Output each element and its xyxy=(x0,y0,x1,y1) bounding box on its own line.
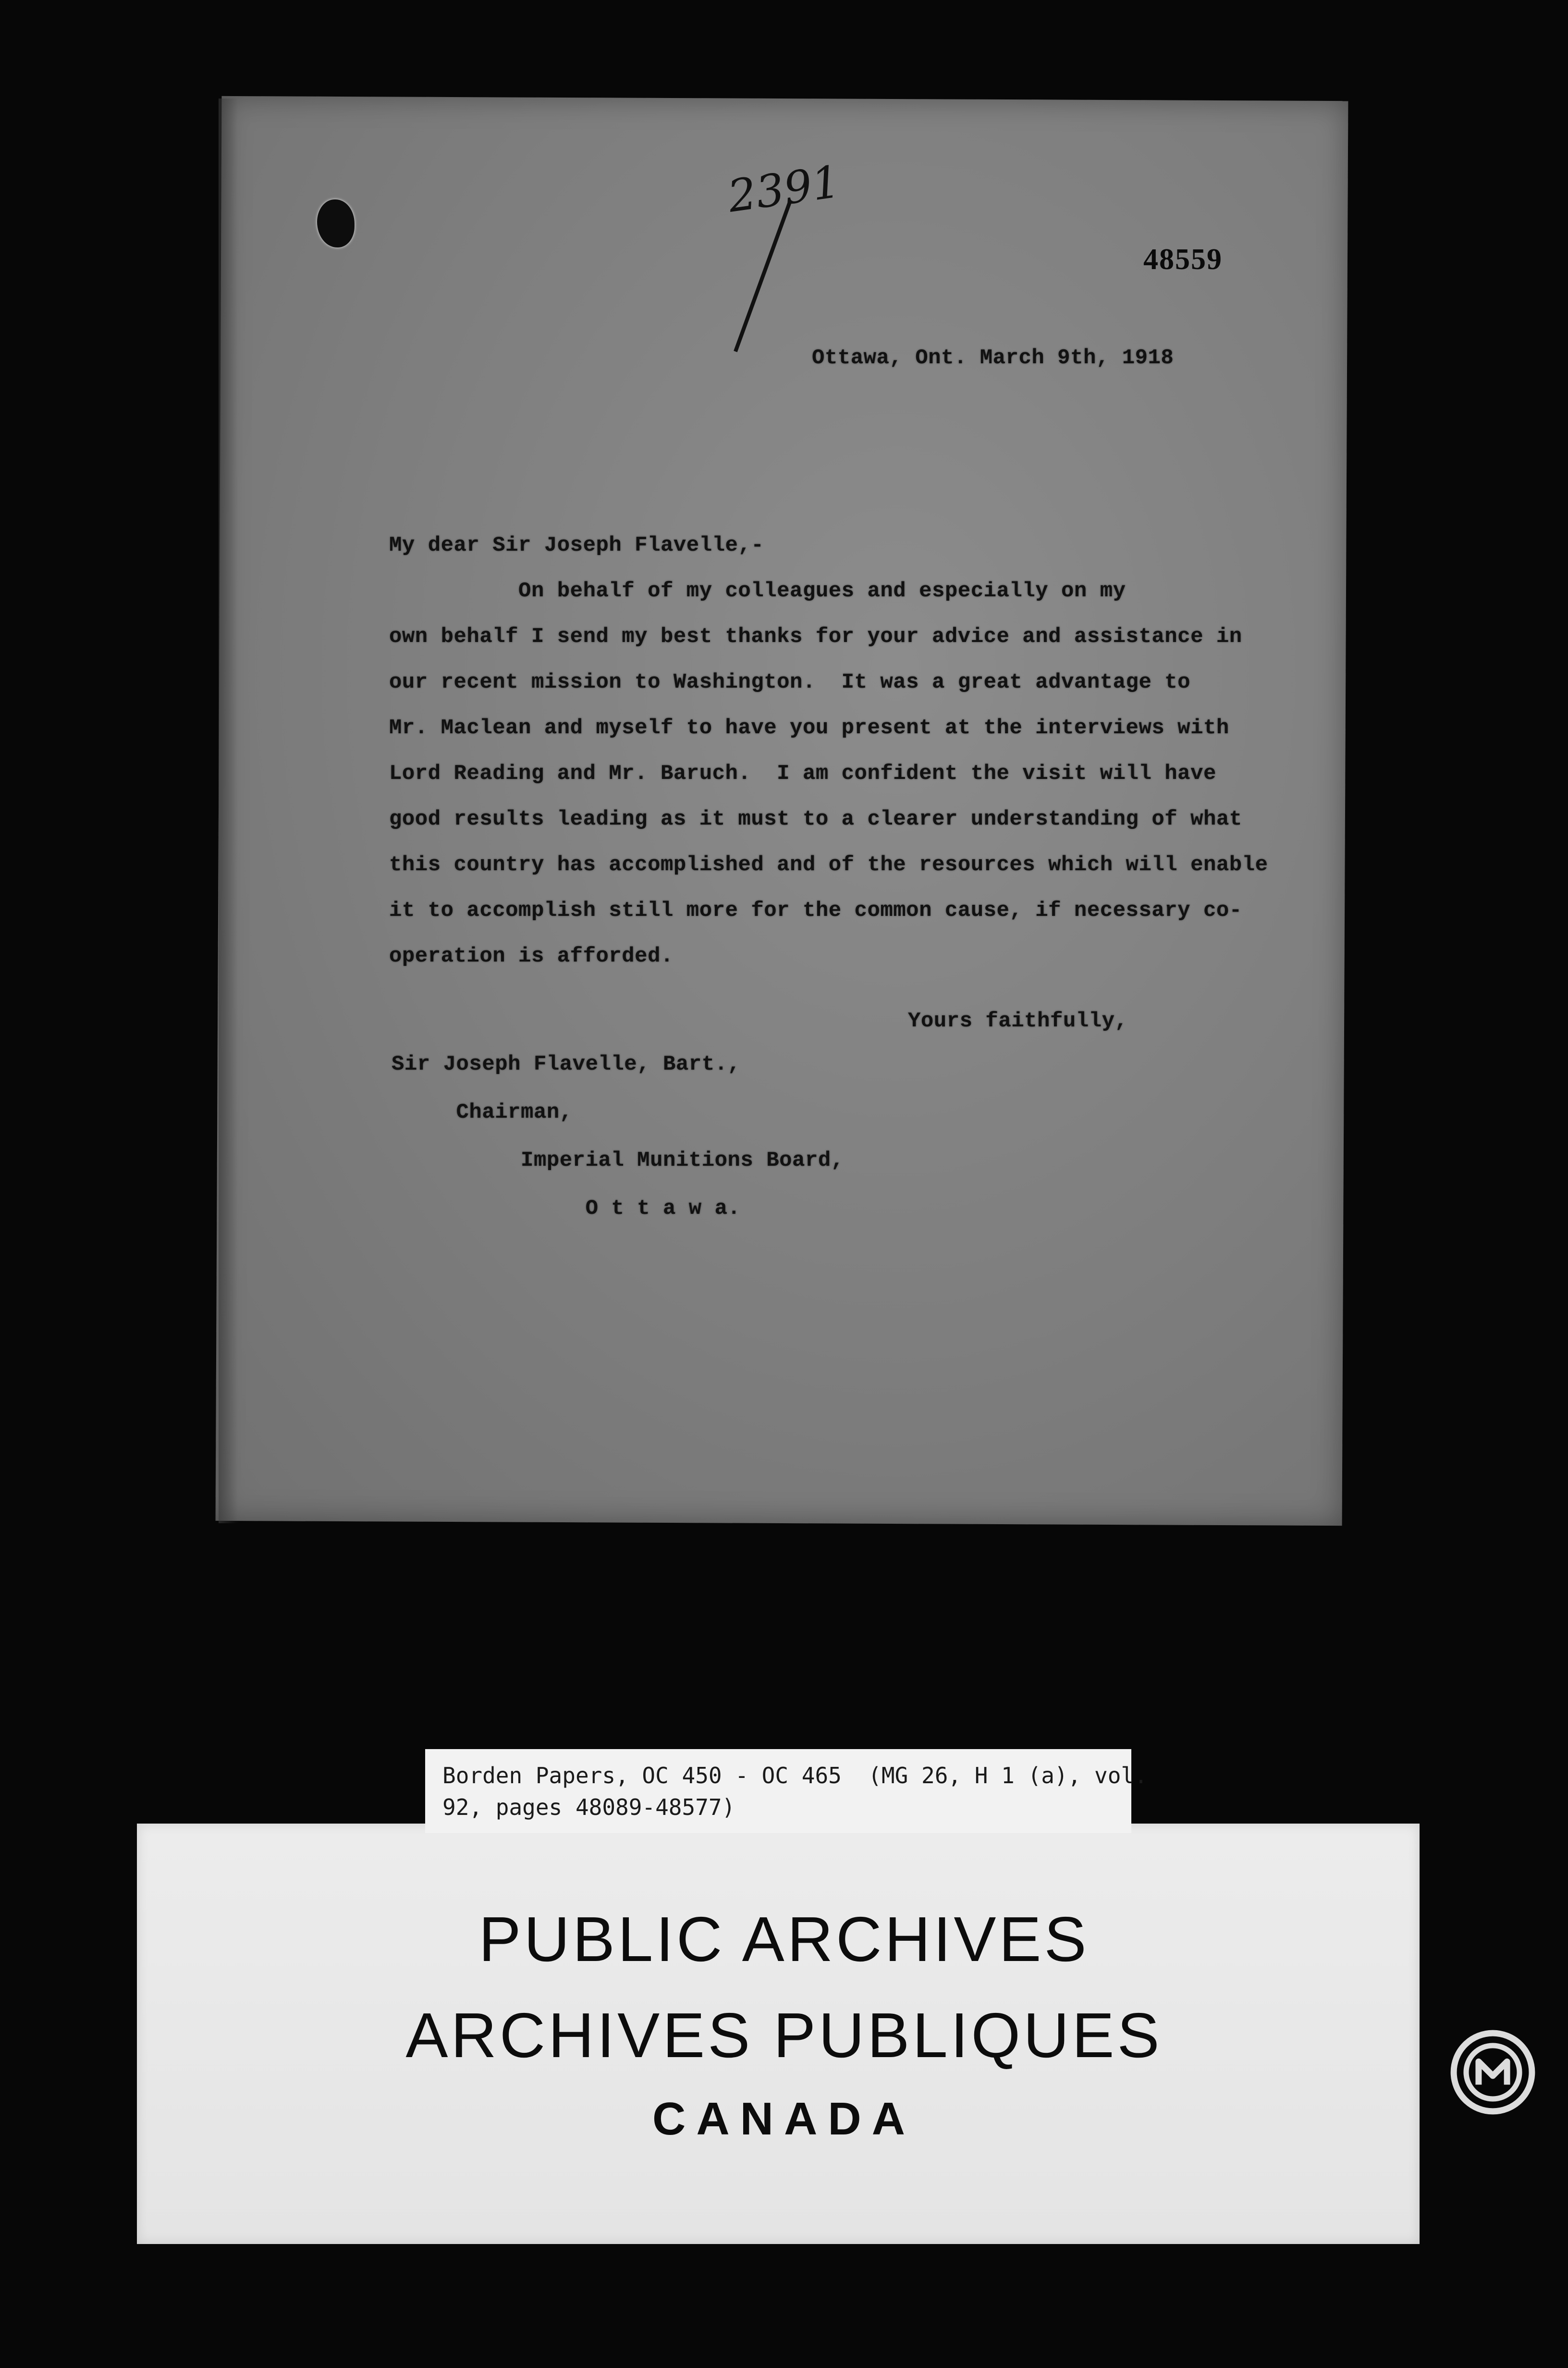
letter-body-line: own behalf I send my best thanks for your advice and assistance in xyxy=(389,625,1242,649)
address-line: Imperial Munitions Board, xyxy=(392,1148,844,1172)
letter-body-line: operation is afforded. xyxy=(389,944,674,968)
address-line: O t t a w a. xyxy=(392,1196,741,1221)
letter-body-line: On behalf of my colleagues and especially on my xyxy=(389,579,1126,603)
letter-body-line: our recent mission to Washington. It was a great advantage to xyxy=(389,670,1191,694)
banner-canada: CANADA xyxy=(652,2093,916,2145)
letter-body-line: this country has accomplished and of the resources which will enable xyxy=(389,853,1268,877)
address-line: Chairman, xyxy=(392,1100,573,1124)
letter-salutation: My dear Sir Joseph Flavelle,- xyxy=(389,533,764,557)
archive-reference-label xyxy=(425,1749,1148,1833)
letter-body-line: Mr. Maclean and myself to have you present at the interviews with xyxy=(389,716,1229,740)
letter-closing: Yours faithfully, xyxy=(908,1009,1128,1033)
pencil-page-number: 2391 xyxy=(724,156,844,222)
letter-body-line: Lord Reading and Mr. Baruch. I am confident the visit will have xyxy=(389,762,1216,786)
letter-body-line: it to accomplish still more for the common cause, if necessary co- xyxy=(389,899,1242,923)
banner-archives-publiques: ARCHIVES PUBLIQUES xyxy=(405,2000,1163,2071)
microfilm-seal-icon xyxy=(1448,2028,1537,2117)
reference-line: Borden Papers, OC 450 - OC 465 (MG 26, H 1 (a), vol. xyxy=(442,1763,1148,1788)
banner-public-archives: PUBLIC ARCHIVES xyxy=(478,1904,1090,1974)
address-line: Sir Joseph Flavelle, Bart., xyxy=(392,1052,741,1076)
reference-line: 92, pages 48089-48577) xyxy=(442,1794,735,1820)
sheet-edge-shadow xyxy=(219,99,238,1523)
folio-number: 48559 xyxy=(1143,243,1223,276)
letter-dateline: Ottawa, Ont. March 9th, 1918 xyxy=(812,346,1174,370)
letter-body-line: good results leading as it must to a clearer understanding of what xyxy=(389,807,1242,831)
